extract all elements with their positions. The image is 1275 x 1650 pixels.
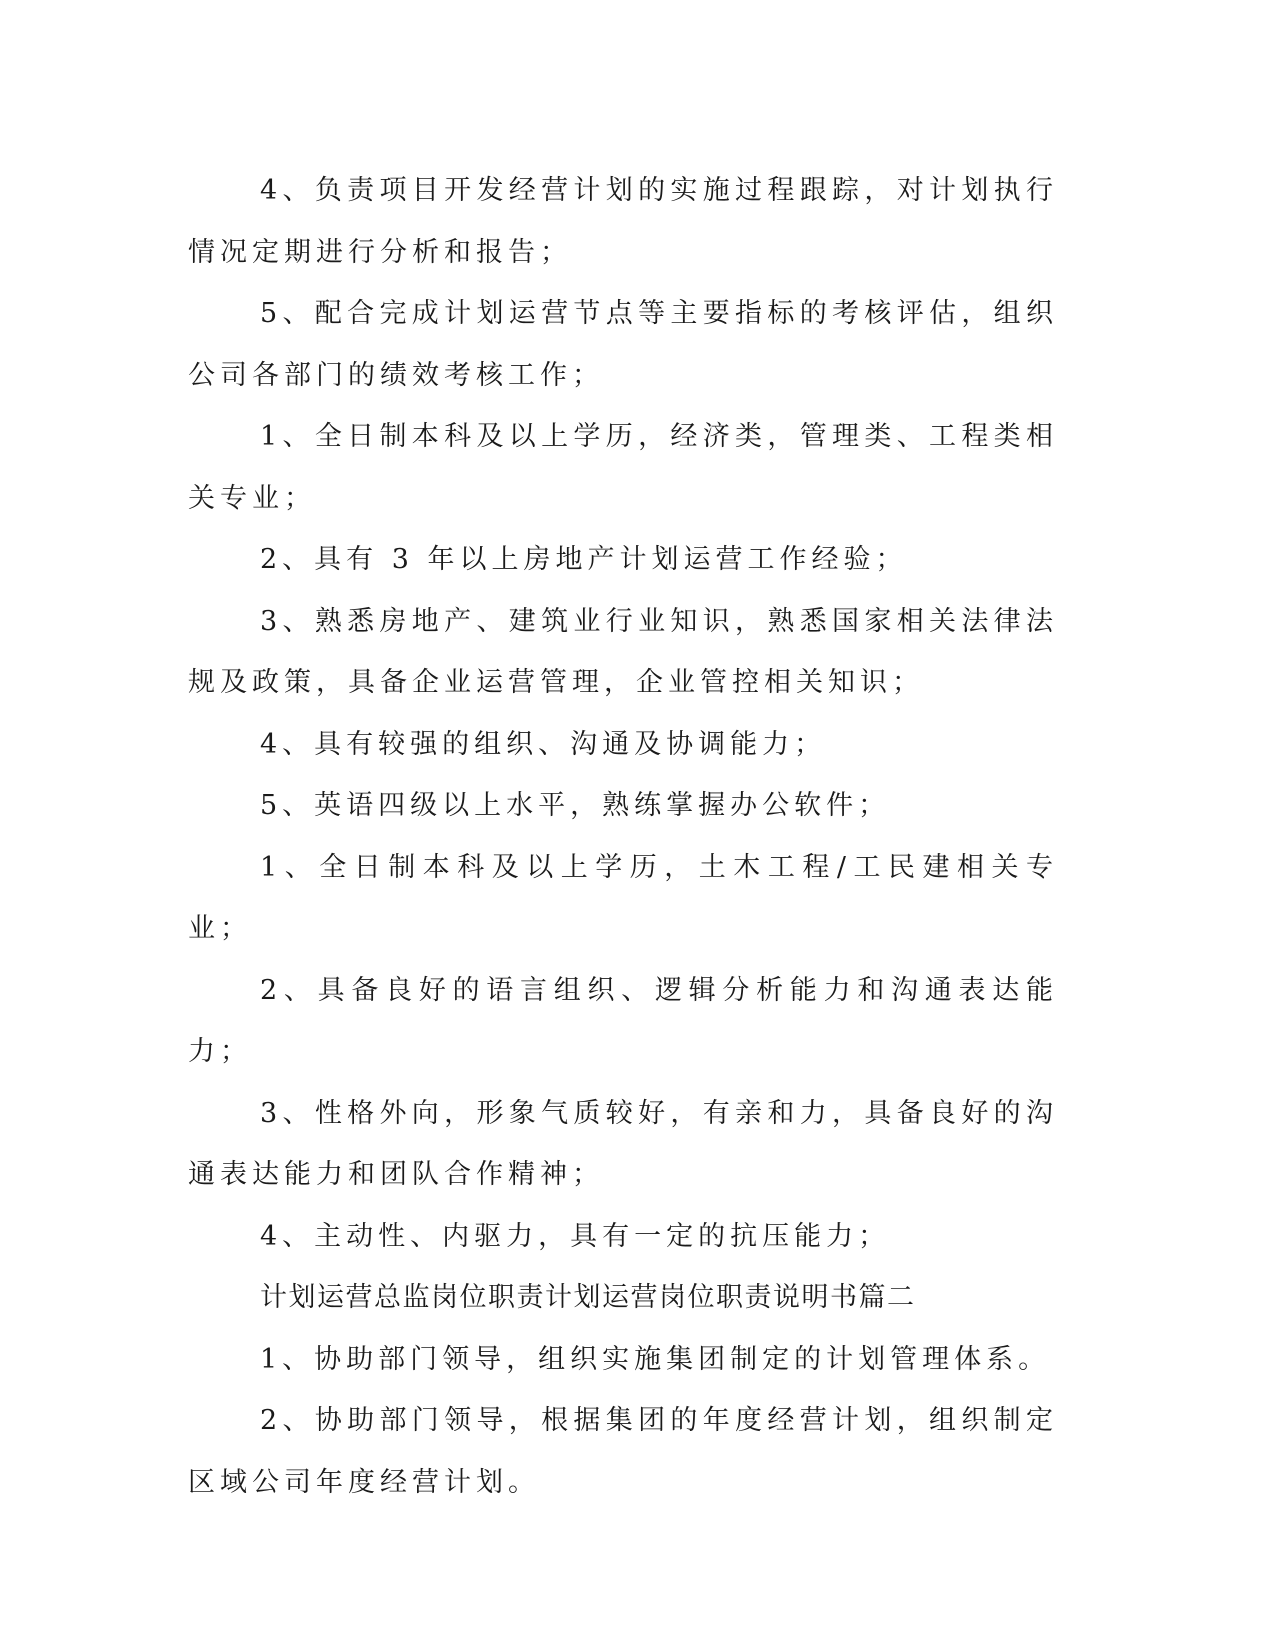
paragraph: 5、配合完成计划运营节点等主要指标的考核评估，组织公司各部门的绩效考核工作； [188, 298, 1058, 391]
paragraph: 2、具备良好的语言组织、逻辑分析能力和沟通表达能力； [188, 974, 1058, 1067]
paragraph: 2、协助部门领导，根据集团的年度经营计划，组织制定区域公司年度经营计划。 [188, 1405, 1058, 1498]
paragraph: 4、主动性、内驱力，具有一定的抗压能力； [260, 1220, 891, 1252]
paragraph: 5、英语四级以上水平，熟练掌握办公软件； [260, 790, 891, 821]
paragraph: 4、具有较强的组织、沟通及协调能力； [260, 728, 827, 760]
section-heading: 计划运营总监岗位职责计划运营岗位职责说明书篇二 [260, 1282, 916, 1313]
document-body [188, 160, 1058, 1513]
paragraph: 1、全日制本科及以上学历，经济类，管理类、工程类相关专业； [188, 421, 1058, 514]
paragraph: 3、熟悉房地产、建筑业行业知识，熟悉国家相关法律法规及政策，具备企业运营管理，企业管控相关知识； [188, 605, 1058, 698]
paragraph: 2、具有 3 年以上房地产计划运营工作经验； [260, 544, 908, 575]
paragraph: 3、性格外向，形象气质较好，有亲和力，具备良好的沟通表达能力和团队合作精神； [188, 1097, 1058, 1190]
paragraph: 4、负责项目开发经营计划的实施过程跟踪，对计划执行情况定期进行分析和报告； [188, 175, 1058, 268]
paragraph: 1、协助部门领导，组织实施集团制定的计划管理体系。 [260, 1343, 1051, 1375]
paragraph: 1、全日制本科及以上学历，土木工程/工民建相关专业； [188, 851, 1058, 944]
